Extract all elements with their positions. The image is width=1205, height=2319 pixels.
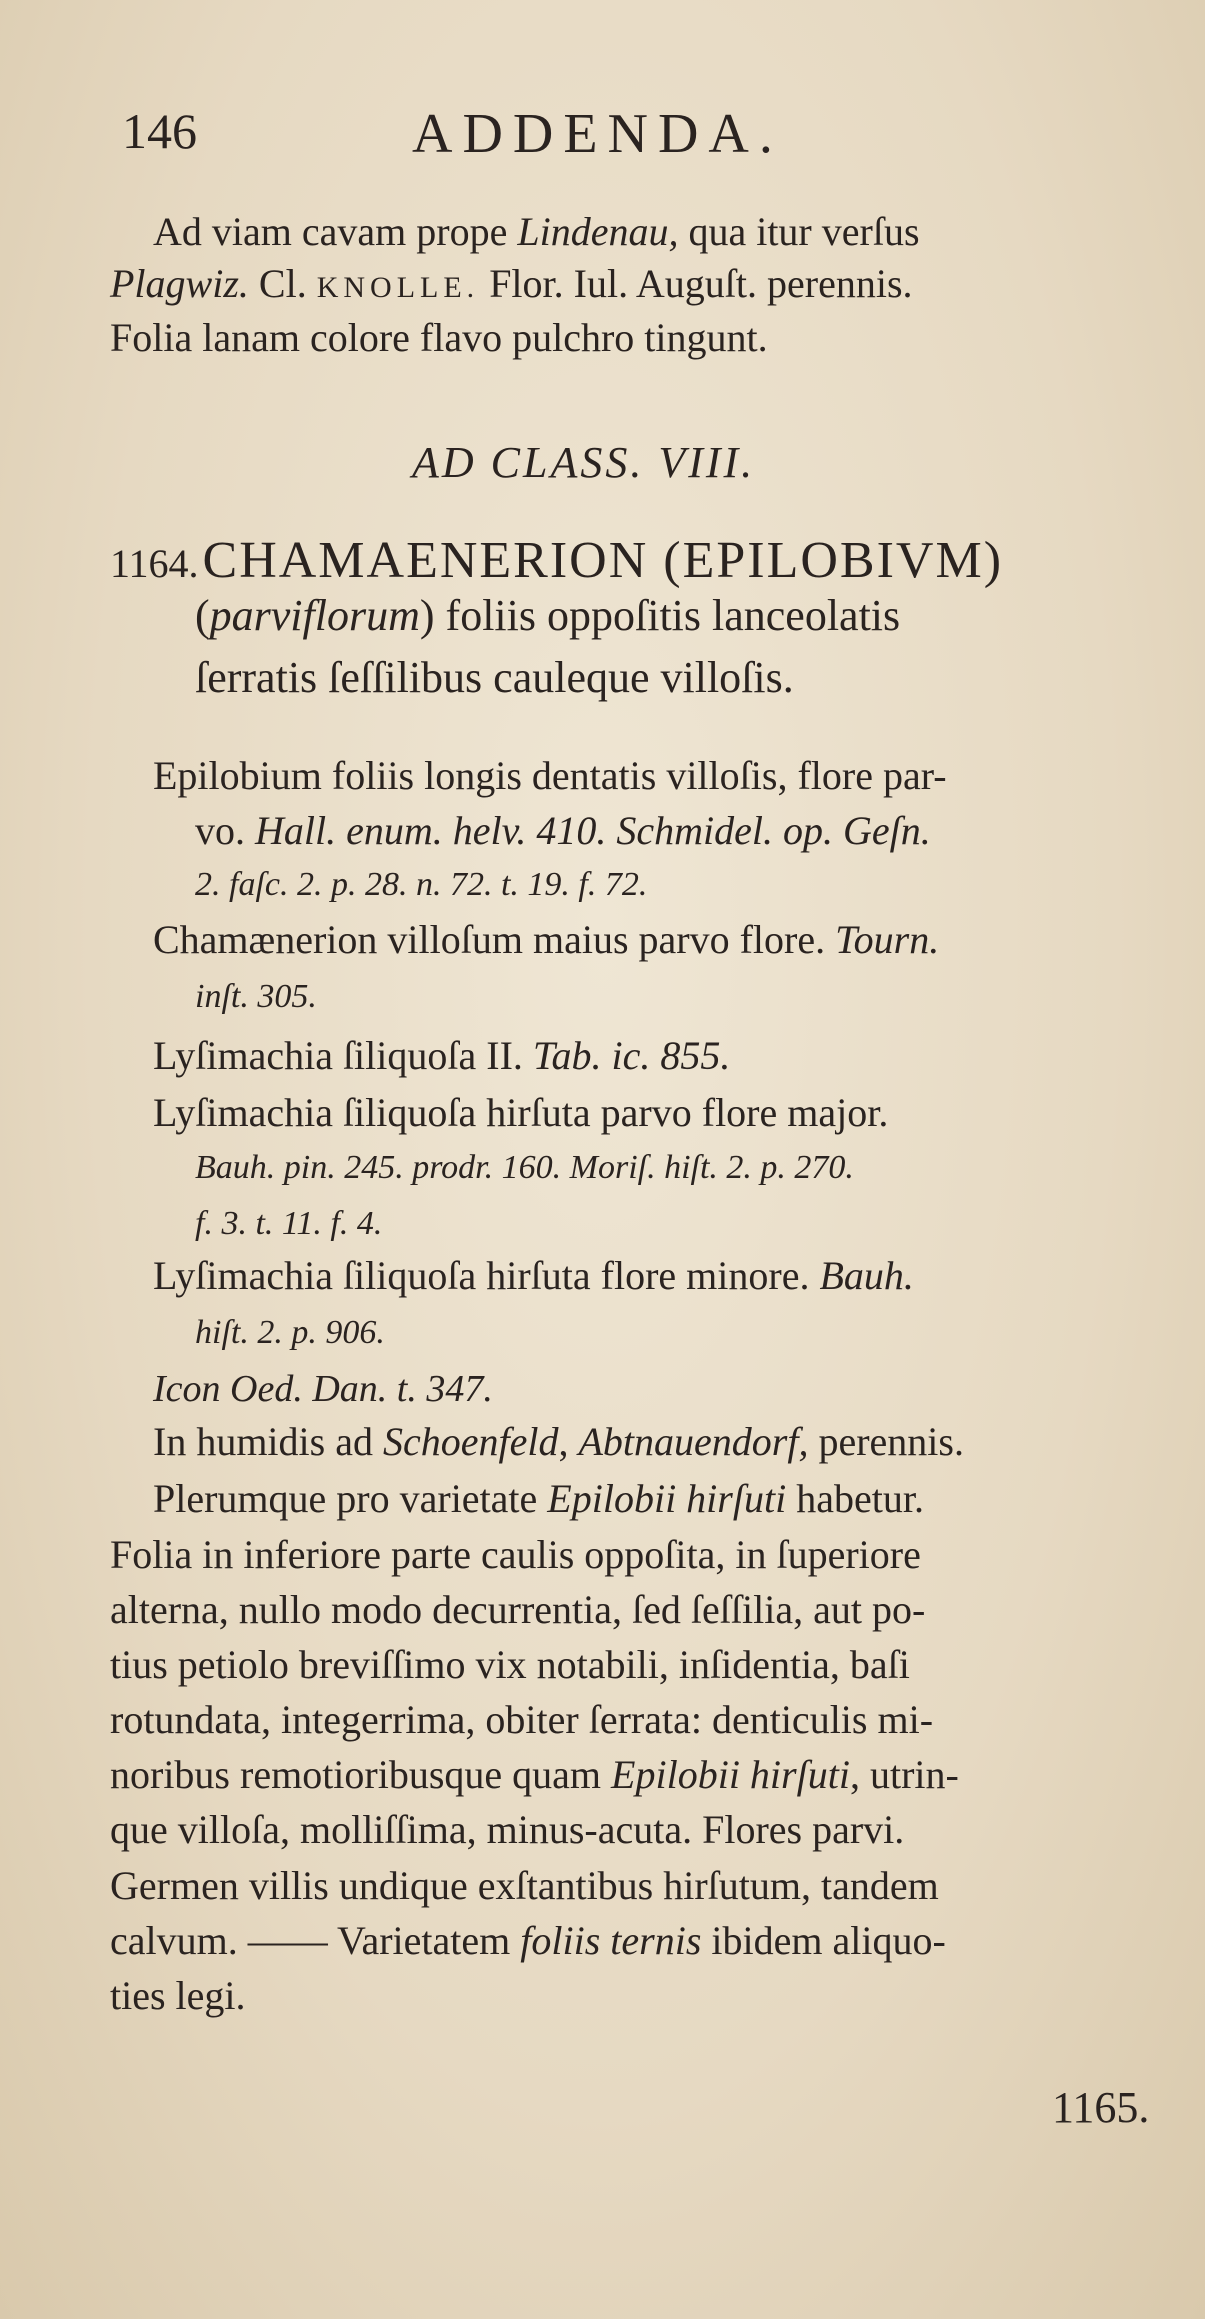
text-span: Flor. Iul. Auguſt. perennis.	[479, 261, 913, 306]
diagnosis-line-2: ſerratis ſeſſilibus cauleque villoſis.	[195, 653, 794, 702]
author-name: KNOLLE.	[316, 271, 480, 304]
description-line-6	[110, 1752, 959, 1797]
diagnosis-line-1	[195, 591, 901, 640]
place-name: Plagwiz.	[110, 261, 249, 306]
text-span: In humidis ad	[153, 1419, 383, 1464]
text-span: vo.	[195, 808, 255, 853]
species-heading	[110, 532, 1004, 589]
place-name: Abtnauendorf,	[578, 1419, 809, 1464]
description-line-3: alterna, nullo modo decurrentia, ſed ſeſſilia, aut po-	[110, 1587, 926, 1632]
epithet: parviflorum	[209, 591, 420, 640]
description-line-7: que villoſa, molliſſima, minus-acuta. Flores parvi.	[110, 1807, 905, 1852]
synonym-2-line-2: inſt. 305.	[195, 978, 317, 1015]
habitat-line	[153, 1419, 964, 1464]
text-span: Chamænerion villoſum maius parvo flore.	[153, 917, 836, 962]
synonym-5-line-2: hiſt. 2. p. 906.	[195, 1314, 385, 1351]
text-span: ,	[558, 1419, 579, 1464]
text-span: ibidem aliquo-	[701, 1918, 946, 1963]
synonym-1-line-1: Epilobium foliis longis dentatis villoſis, flore par-	[153, 753, 947, 798]
text-span: ) foliis oppoſitis lanceolatis	[419, 591, 901, 640]
running-title: ADDENDA.	[412, 103, 783, 165]
synonym-4-line-3: f. 3. t. 11. f. 4.	[195, 1205, 383, 1242]
species-ref: Epilobii hirſuti	[547, 1476, 787, 1521]
citation: Hall. enum. helv. 410. Schmidel. op. Geſn.	[255, 808, 931, 853]
description-line-2: Folia in inferiore parte caulis oppoſita, in ſuperiore	[110, 1532, 921, 1577]
intro-line-3: Folia lanam colore flavo pulchro tingunt.	[110, 315, 768, 360]
citation: Tab. ic. 855.	[532, 1033, 731, 1078]
text-span: habetur.	[786, 1476, 924, 1521]
synonym-4-line-1: Lyſimachia ſiliquoſa hirſuta parvo flore major.	[153, 1090, 889, 1135]
text-span: Lyſimachia ſiliquoſa II.	[153, 1033, 533, 1078]
description-line-4: tius petiolo breviſſimo vix notabili, inſidentia, baſi	[110, 1642, 910, 1687]
icon-reference: Icon Oed. Dan. t. 347.	[153, 1368, 493, 1410]
synonym-1-line-3: 2. faſc. 2. p. 28. n. 72. t. 19. f. 72.	[195, 866, 648, 903]
species-ref: Epilobii hirſuti	[611, 1752, 850, 1797]
description-line-1	[153, 1476, 924, 1521]
place-name: Schoenfeld	[382, 1419, 559, 1464]
class-heading: AD CLASS. VIII.	[412, 438, 756, 487]
text-span: Ad viam cavam prope	[153, 209, 518, 254]
text-span: , utrin-	[849, 1752, 959, 1797]
variety-ref: foliis ternis	[520, 1918, 702, 1963]
catchword: 1165.	[1052, 2083, 1150, 2132]
citation: Tourn.	[835, 917, 940, 962]
synonym-1-line-2	[195, 808, 931, 853]
species-number: 1164.	[110, 541, 199, 586]
text-span: Cl.	[248, 261, 317, 306]
text-span: noribus remotioribusque quam	[110, 1752, 612, 1797]
page-number: 146	[122, 103, 197, 159]
description-line-9	[110, 1918, 946, 1963]
description-line-8: Germen villis undique exſtantibus hirſutum, tandem	[110, 1863, 939, 1908]
synonym-4-line-2: Bauh. pin. 245. prodr. 160. Moriſ. hiſt. 2. p. 270.	[195, 1149, 854, 1186]
text-span: qua itur verſus	[678, 209, 920, 254]
text-span: (	[195, 591, 210, 640]
intro-line-2	[110, 261, 913, 306]
description-line-5: rotundata, integerrima, obiter ſerrata: denticulis mi-	[110, 1697, 934, 1742]
text-span: calvum. —— Varietatem	[110, 1918, 521, 1963]
text-span: perennis.	[808, 1419, 964, 1464]
synonym-3	[153, 1033, 731, 1078]
citation: Bauh.	[819, 1253, 914, 1298]
place-name: Lindenau,	[517, 209, 679, 254]
text-span: Plerumque pro varietate	[153, 1476, 548, 1521]
description-line-10: ties legi.	[110, 1973, 246, 2018]
text-span: Lyſimachia ſiliquoſa hirſuta flore minore.	[153, 1253, 820, 1298]
synonym-2-line-1	[153, 917, 940, 962]
synonym-5-line-1	[153, 1253, 914, 1298]
intro-line-1	[153, 209, 920, 254]
species-name: CHAMAENERION (EPILOBIVM)	[202, 532, 1004, 589]
